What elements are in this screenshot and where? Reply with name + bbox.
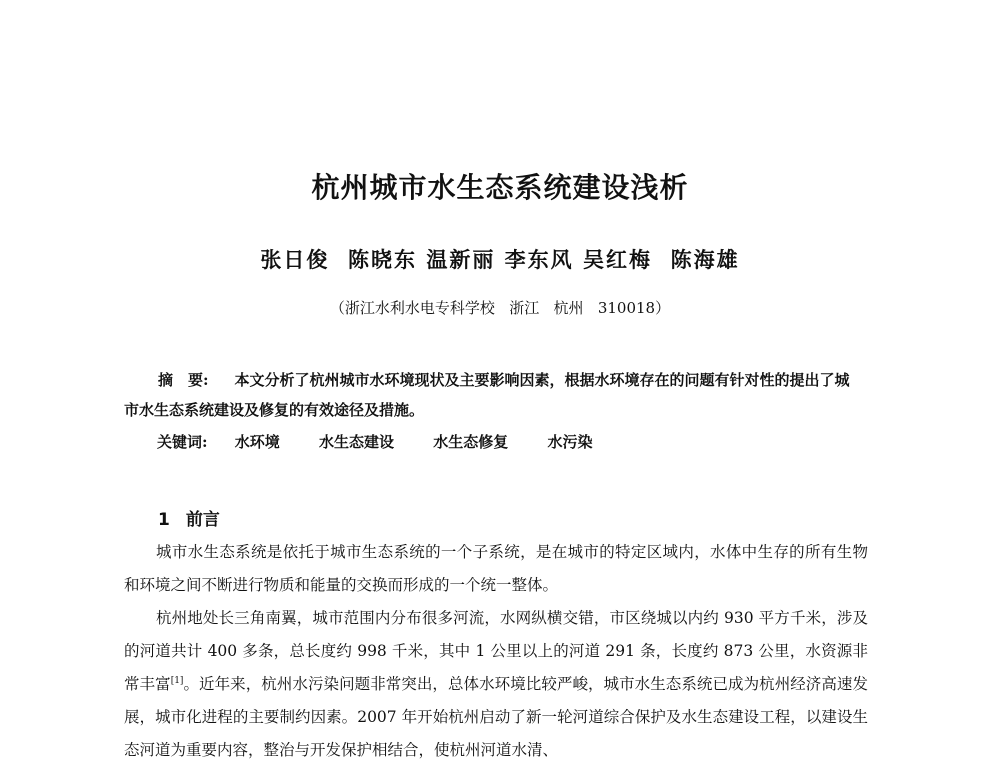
- abstract-label: 摘 要:: [158, 371, 209, 389]
- keyword-item: 水环境: [234, 433, 280, 451]
- body-paragraph: 城市水生态系统是依托于城市生态系统的一个子系统，是在城市的特定区域内，水体中生存的所有生物和环境之间不断进行物质和能量的交换而形成的一个统一整体。: [124, 543, 868, 594]
- paragraph-text: 杭州地处长三角南翼，城市范围内分布很多河流，水网纵横交错，市区绕城以内约 930 平方千米，涉及的河道共计 400 多条，总长度约 998 千米，其中 1 公里以上的河道 291 条，长度约 873 公里，水资源非常丰富: [124, 609, 868, 693]
- abstract: [124, 365, 864, 425]
- author-list: 张日俊 陈晓东 温新丽 李东风 吴红梅 陈海雄: [260, 247, 740, 272]
- keywords: [157, 427, 857, 457]
- abstract-text: 本文分析了杭州城市水环境现状及主要影响因素，根据水环境存在的问题有针对性的提出了城市水生态系统建设及修复的有效途径及措施。: [124, 371, 850, 419]
- affiliation: （浙江水利水电专科学校 浙江 杭州 310018）: [329, 299, 671, 317]
- paper-title: 杭州城市水生态系统建设浅析: [311, 171, 689, 204]
- citation-ref: [1]: [170, 675, 184, 686]
- keyword-item: 水生态修复: [433, 433, 509, 451]
- section-heading: [158, 505, 220, 530]
- paragraph-text: 。近年来，杭州水污染问题非常突出，总体水环境比较严峻，城市水生态系统已成为杭州经济高速发展，城市化进程的主要制约因素。2007 年开始杭州启动了新一轮河道综合保护及水生态建设工程，以建设生态河道为重要内容，整治与开发保护相结合，使杭州河道水清、: [124, 675, 868, 759]
- keywords-label: 关键词:: [157, 433, 208, 451]
- keyword-item: 水生态建设: [319, 433, 395, 451]
- body-paragraph: [124, 602, 868, 767]
- section-number: 1: [158, 510, 170, 530]
- keyword-item: 水污染: [547, 433, 593, 451]
- section-title: 前言: [185, 510, 220, 530]
